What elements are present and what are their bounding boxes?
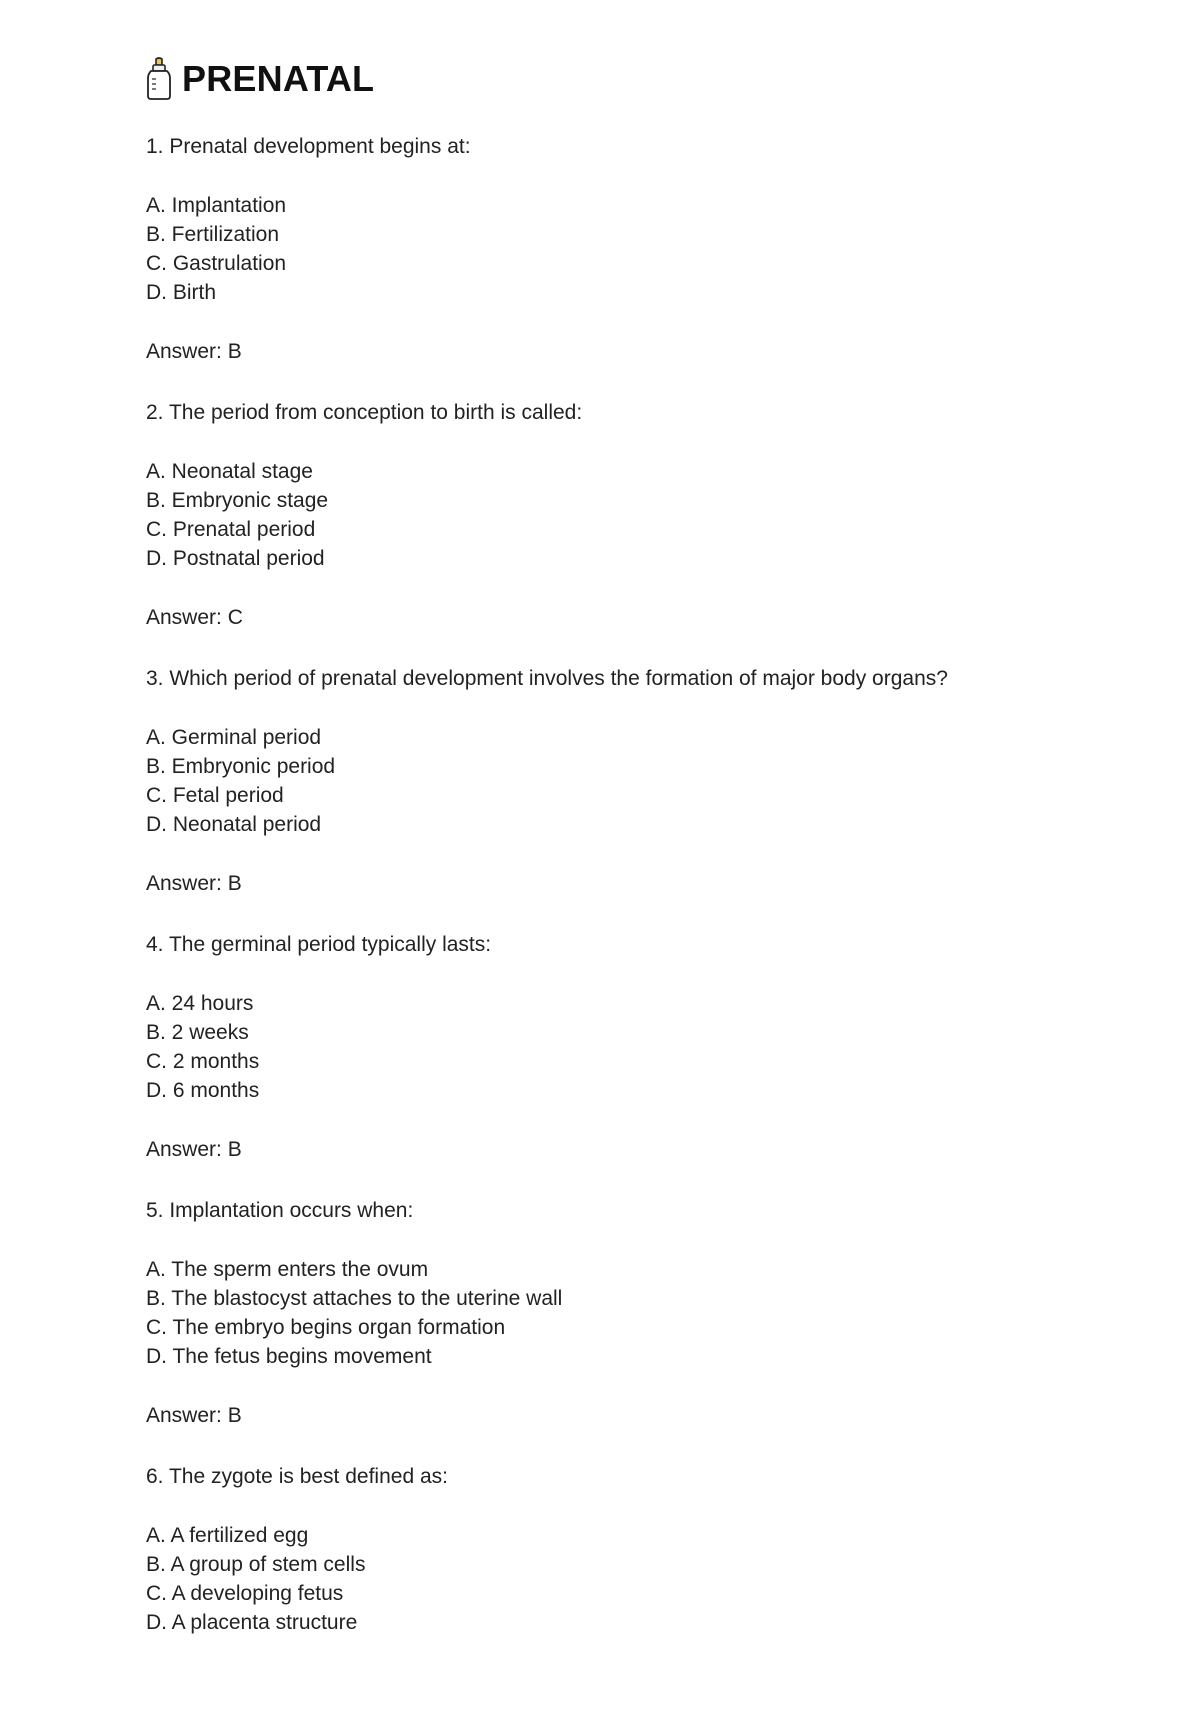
- option-b: B. Fertilization: [146, 222, 280, 246]
- question-item: [146, 132, 1146, 398]
- option-b: B. A group of stem cells: [146, 1552, 366, 1576]
- question-text: 6. The zygote is best defined as:: [146, 1465, 448, 1488]
- answer-text: Answer: B: [146, 1404, 242, 1428]
- option-c: C. 2 months: [146, 1050, 260, 1074]
- answer-text: Answer: C: [146, 606, 243, 630]
- question-list: [146, 132, 1146, 1728]
- option-b: B. Embryonic stage: [146, 488, 329, 512]
- option-c: C. The embryo begins organ formation: [146, 1316, 506, 1340]
- option-c: C. A developing fetus: [146, 1582, 344, 1606]
- option-d: D. Birth: [146, 281, 217, 305]
- baby-bottle-icon: [146, 57, 172, 101]
- question-text: 5. Implantation occurs when:: [146, 1199, 414, 1222]
- option-a: A. 24 hours: [146, 991, 254, 1015]
- option-a: A. A fertilized egg: [146, 1523, 309, 1547]
- option-d: D. Postnatal period: [146, 547, 325, 571]
- question-text: 4. The germinal period typically lasts:: [146, 933, 492, 956]
- answer-text: Answer: B: [146, 340, 242, 364]
- option-c: C. Gastrulation: [146, 252, 287, 276]
- question-text: 2. The period from conception to birth is called:: [146, 401, 583, 424]
- option-b: B. The blastocyst attaches to the uterine wall: [146, 1286, 563, 1310]
- question-item: [146, 1462, 1146, 1728]
- question-item: [146, 664, 1146, 930]
- title-row: [146, 56, 374, 102]
- question-text: 1. Prenatal development begins at:: [146, 135, 471, 158]
- answer-text: Answer: B: [146, 872, 242, 896]
- option-d: D. Neonatal period: [146, 813, 322, 837]
- question-item: [146, 930, 1146, 1196]
- option-d: D. The fetus begins movement: [146, 1345, 432, 1369]
- option-c: C. Prenatal period: [146, 518, 316, 542]
- option-c: C. Fetal period: [146, 784, 284, 808]
- option-d: D. A placenta structure: [146, 1611, 358, 1635]
- question-item: [146, 1196, 1146, 1462]
- option-d: D. 6 months: [146, 1079, 260, 1103]
- option-b: B. Embryonic period: [146, 754, 336, 778]
- option-b: B. 2 weeks: [146, 1020, 249, 1044]
- question-text: 3. Which period of prenatal development involves the formation of major body organs?: [146, 667, 948, 690]
- page-title: PRENATAL: [182, 58, 375, 99]
- option-a: A. The sperm enters the ovum: [146, 1257, 429, 1281]
- option-a: A. Implantation: [146, 193, 287, 217]
- option-a: A. Neonatal stage: [146, 459, 313, 483]
- question-item: [146, 398, 1146, 664]
- option-a: A. Germinal period: [146, 725, 322, 749]
- answer-text: Answer: B: [146, 1138, 242, 1162]
